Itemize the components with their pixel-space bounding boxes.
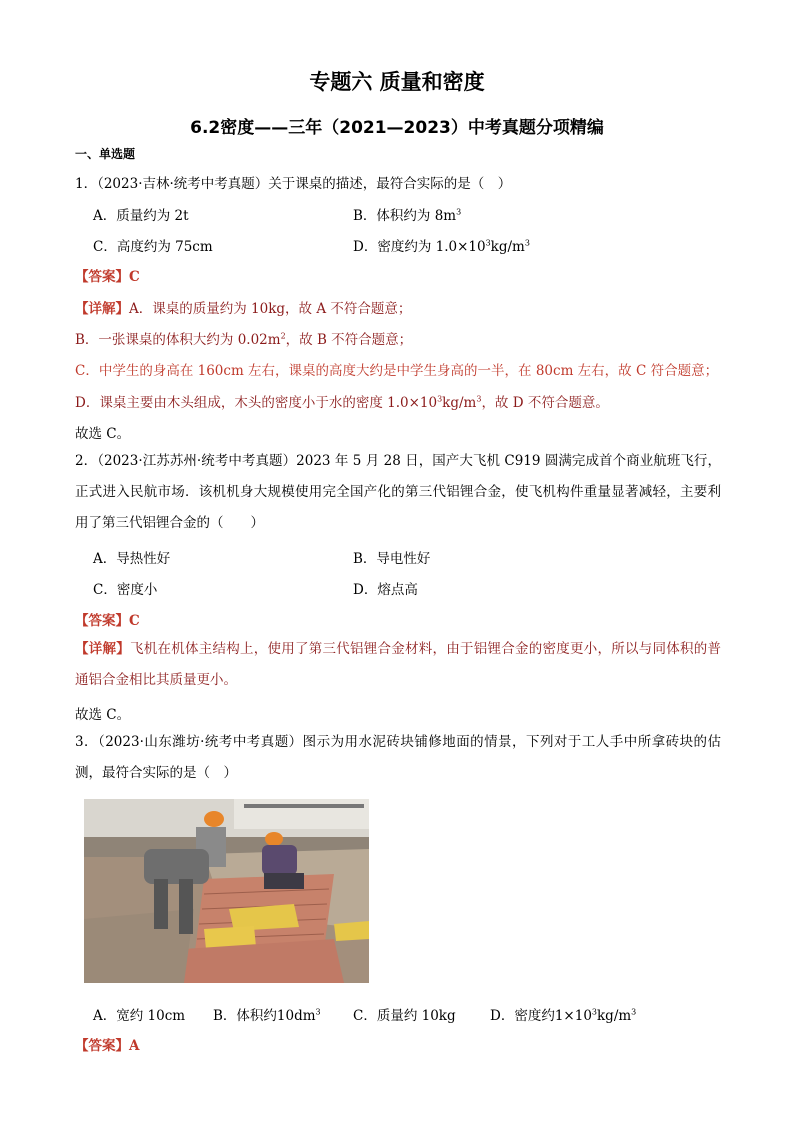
question-1-stem: 1．（2023·吉林·统考中考真题）关于课桌的描述，最符合实际的是（ ） xyxy=(75,176,512,192)
q2-conclusion: 故选 C。 xyxy=(75,707,131,723)
document-subtitle: 6.2密度——三年（2021—2023）中考真题分项精编 xyxy=(190,118,604,138)
q1-conclusion: 故选 C。 xyxy=(75,426,131,442)
q2-option-d: D．熔点高 xyxy=(353,582,418,598)
q1-detail-a: 【详解】A．课桌的质量约为 10kg，故 A 不符合题意； xyxy=(75,301,412,317)
q1-option-b: B．体积约为 $8m^3$ xyxy=(353,207,462,224)
q2-option-c: C．密度小 xyxy=(93,582,158,598)
q1-detail-c: C．中学生的身高在 160cm 左右，课桌的高度大约是中学生身高的一半，在 80cm 左右，故 C 符合题意； xyxy=(75,363,719,379)
q2-option-b: B．导电性好 xyxy=(353,551,431,567)
q1-option-c: C．高度约为 75cm xyxy=(93,239,213,255)
document-title: 专题六 质量和密度 xyxy=(309,70,485,94)
q2-option-a: A．导热性好 xyxy=(93,551,171,567)
q3-option-c: C．质量约 10kg xyxy=(353,1008,456,1024)
q2-answer: 【答案】C xyxy=(75,613,140,629)
q3-answer: 【答案】A xyxy=(75,1038,140,1054)
q1-detail-d: D．课桌主要由木头组成，木头的密度小于水的密度 $1.0\times 10^3kg/m^3$，故 D 不符合题意。 xyxy=(75,394,609,411)
q3-option-b: B．体积约$10dm^3$ xyxy=(213,1007,321,1024)
q1-option-a: A．质量约为 2t xyxy=(93,208,189,224)
section-heading: 一、单选题 xyxy=(75,147,136,161)
q3-option-a: A．宽约 10cm xyxy=(93,1008,186,1024)
q1-detail-b: B．一张课桌的体积大约为 $0.02m^2$，故 B 不符合题意； xyxy=(75,331,413,348)
q2-detail: 【详解】飞机在机体主结构上，使用了第三代铝锂合金材料，由于铝锂合金的密度更小，所以与同体积的普通铝合金相比其质量更小。 xyxy=(75,641,721,688)
q1-option-d: D．密度约为 $1.0\times 10^3kg/m^3$ xyxy=(353,238,530,255)
q1-answer: 【答案】C xyxy=(75,269,140,285)
question-3-stem: 3．（2023·山东潍坊·统考中考真题）图示为用水泥砖块铺修地面的情景，下列对于工人手中所拿砖块的估测，最符合实际的是（ ） xyxy=(75,734,721,781)
q3-option-d: D．密度约$1\times 10^3kg/m^3$ xyxy=(490,1007,637,1024)
question-2-stem: 2．（2023·江苏苏州·统考中考真题）2023 年 5 月 28 日，国产大飞机 C919 圆满完成首个商业航班飞行，正式进入民航市场．该机机身大规模使用完全国产化的第三代铝锂合金，使飞机构件重量显著减轻，主要利用了第三代铝锂合金的（ ） xyxy=(75,453,721,531)
paving-workers-photo xyxy=(84,799,369,983)
